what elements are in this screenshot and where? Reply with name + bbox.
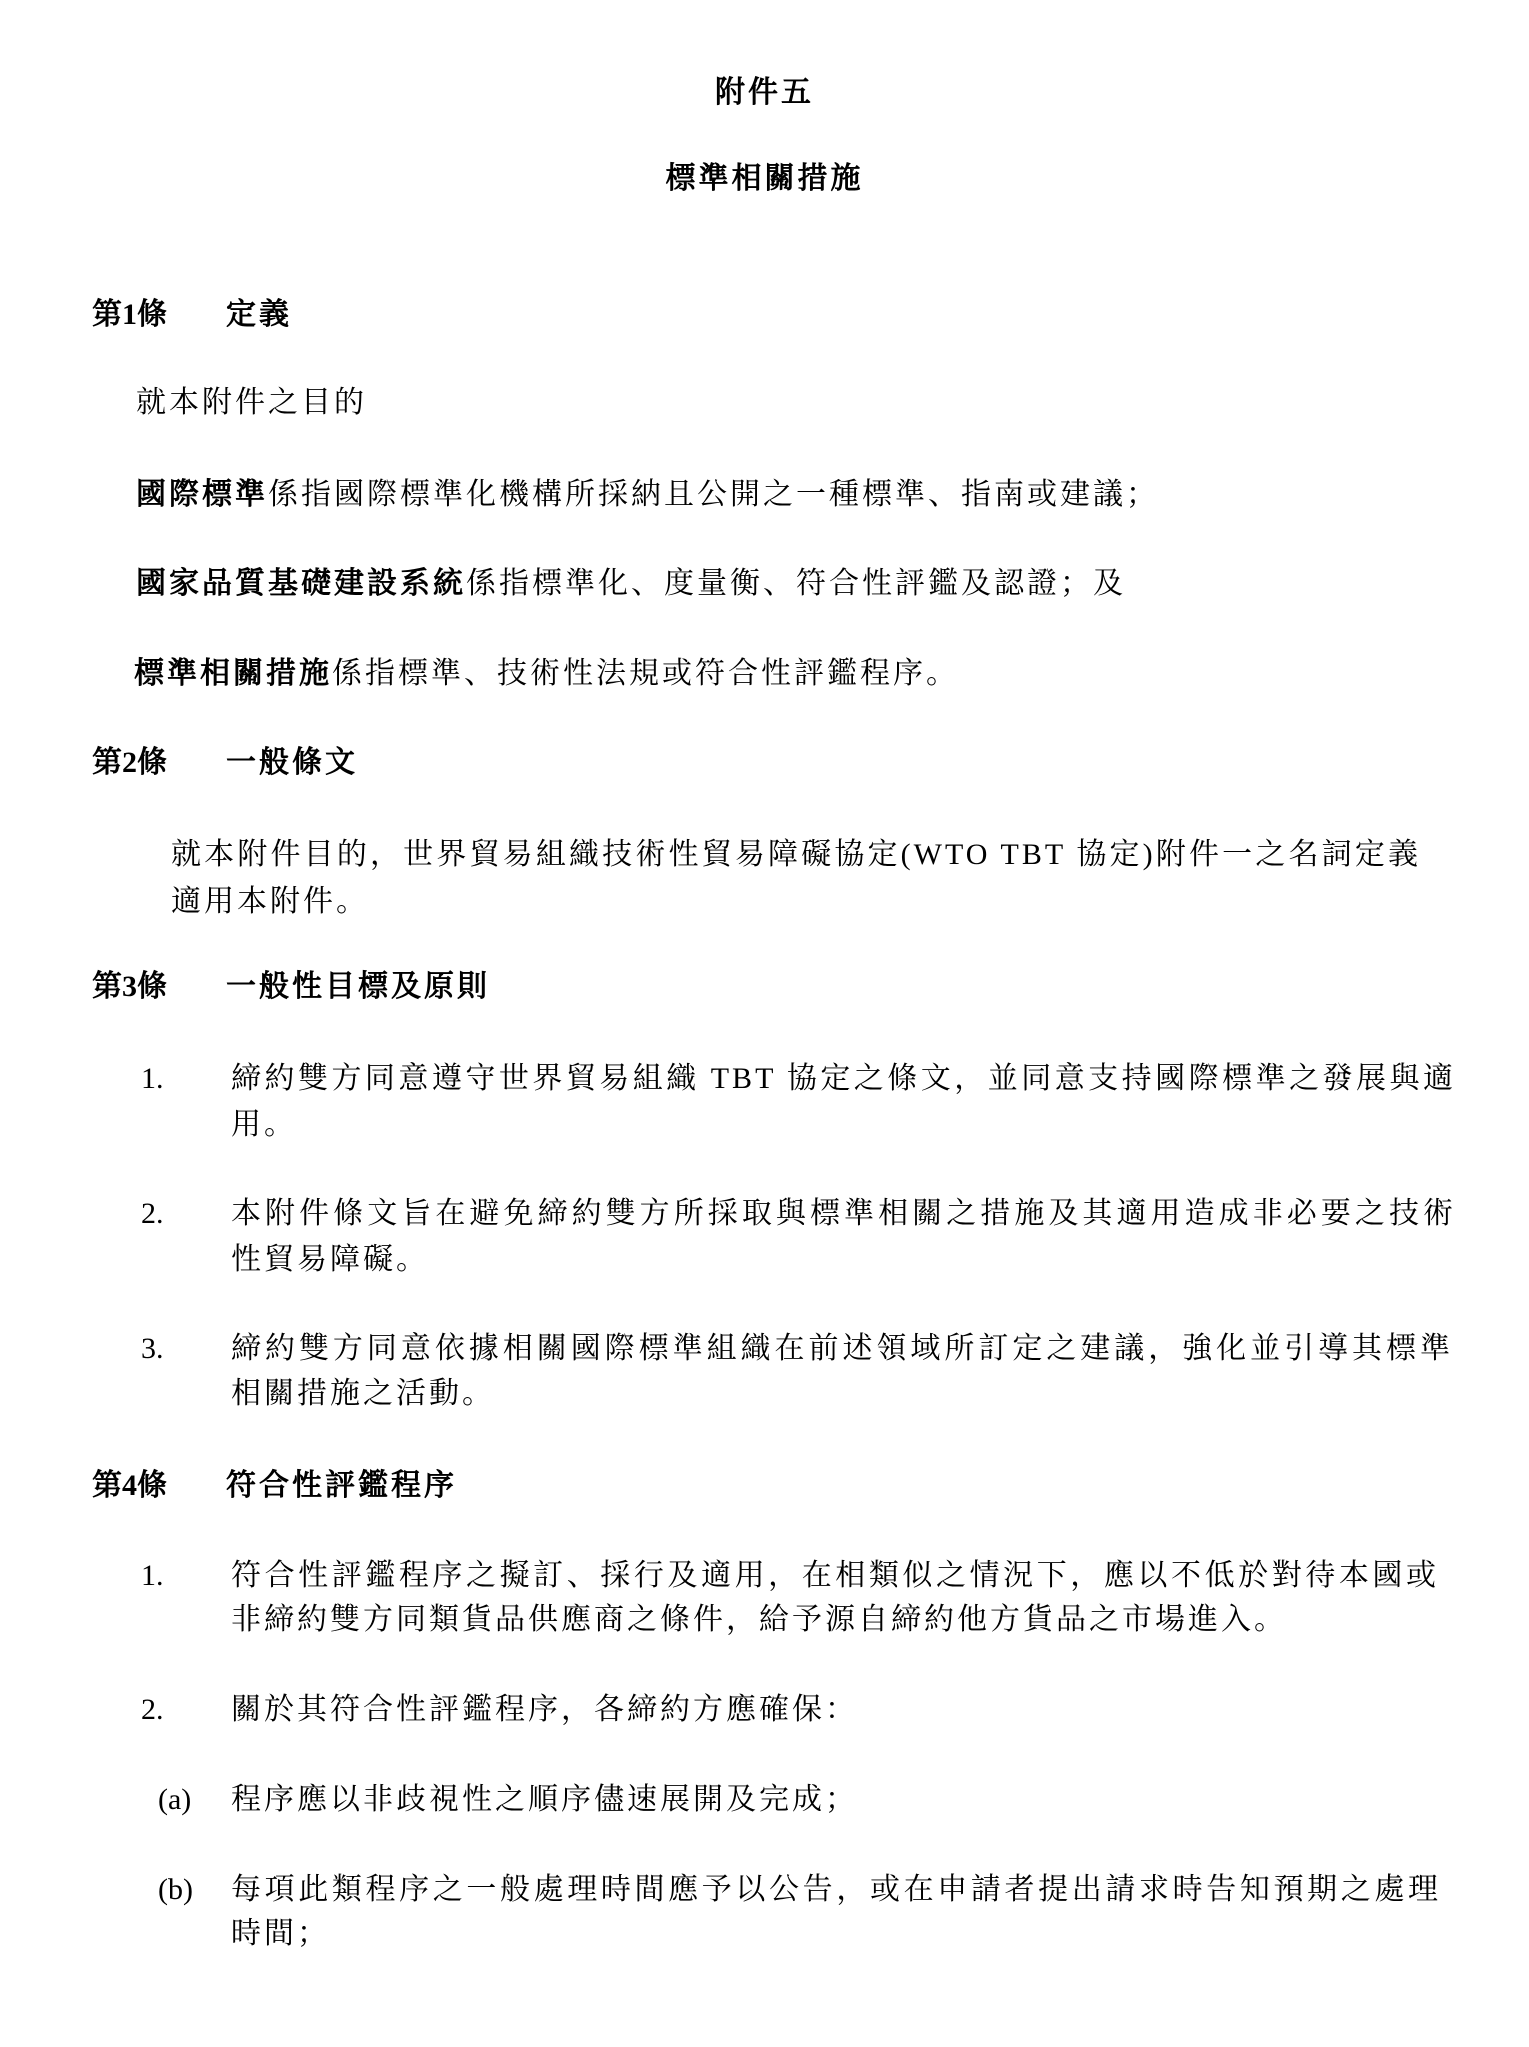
article-4-title: 符合性評鑑程序: [226, 1469, 457, 1502]
article-3-item-1-line-1: [231, 1064, 1456, 1094]
article-3-item-1-line-2: 用。: [231, 1108, 297, 1141]
definition-standards-measures: [134, 659, 959, 689]
line-text: 締約雙方同意依據相關國際標準組織在前述領域所訂定之建議，強化並引導其標準: [231, 1332, 1453, 1365]
article-4-subitem-b-line-2: 時間；: [231, 1917, 330, 1950]
page-title: 標準相關措施: [665, 162, 864, 195]
definition-text: 係指標準化、度量衡、符合性評鑑及認證；及: [466, 567, 1126, 600]
subitem-label: (b): [158, 1873, 193, 1906]
article-3-item-2-line-1: [231, 1199, 1456, 1229]
definition-term: 國家品質基礎建設系統: [136, 567, 466, 600]
definition-text: 係指標準、技術性法規或符合性評鑑程序。: [332, 657, 959, 690]
article-3-item-3-line-1: [231, 1334, 1453, 1364]
article-3-number: 第3條: [92, 970, 167, 1003]
article-4-number: 第4條: [92, 1469, 167, 1502]
article-1-title: 定義: [226, 298, 292, 331]
article-2-number: 第2條: [92, 746, 167, 779]
definition-international-standard: [136, 480, 1159, 510]
item-number: 3.: [141, 1332, 164, 1365]
line-text: 本附件條文旨在避免締約雙方所採取與標準相關之措施及其適用造成非必要之技術: [231, 1197, 1456, 1230]
article-1-intro: 就本附件之目的: [136, 386, 367, 419]
subitem-label: (a): [158, 1783, 192, 1816]
item-number: 2.: [141, 1197, 164, 1230]
line-text: 每項此類程序之一般處理時間應予以公告，或在申請者提出請求時告知預期之處理: [231, 1873, 1441, 1906]
definition-text: 係指國際標準化機構所採納且公開之一種標準、指南或建議；: [268, 478, 1159, 511]
article-2-title: 一般條文: [226, 746, 358, 779]
article-3-item-2-line-2: 性貿易障礙。: [231, 1243, 429, 1276]
definition-term: 標準相關措施: [134, 657, 332, 690]
line-text: 符合性評鑑程序之擬訂、採行及適用，在相類似之情況下，應以不低於對待本國或: [231, 1559, 1439, 1592]
article-2-line-2: 適用本附件。: [171, 885, 369, 918]
article-4-item-1-line-2: 非締約雙方同類貨品供應商之條件，給予源自締約他方貨品之市場進入。: [231, 1603, 1287, 1636]
article-2-line-1: [171, 840, 1421, 870]
article-1-number: 第1條: [92, 298, 167, 331]
article-3-title: 一般性目標及原則: [226, 970, 490, 1003]
item-number: 2.: [141, 1693, 164, 1726]
item-number: 1.: [141, 1559, 164, 1592]
line-text: 就本附件目的，世界貿易組織技術性貿易障礙協定(WTO TBT 協定)附件一之名詞定義: [171, 838, 1421, 871]
definition-term: 國際標準: [136, 478, 268, 511]
article-4-subitem-b-line-1: [231, 1875, 1441, 1905]
article-4-item-1-line-1: [231, 1561, 1439, 1591]
definition-quality-infrastructure: [136, 569, 1126, 599]
annex-label: 附件五: [715, 76, 814, 109]
item-number: 1.: [141, 1062, 164, 1095]
article-4-subitem-a-line-1: 程序應以非歧視性之順序儘速展開及完成；: [231, 1783, 858, 1816]
article-4-item-2-line-1: 關於其符合性評鑑程序，各締約方應確保：: [231, 1693, 858, 1726]
article-3-item-3-line-2: 相關措施之活動。: [231, 1377, 495, 1410]
line-text: 締約雙方同意遵守世界貿易組織 TBT 協定之條文，並同意支持國際標準之發展與適: [231, 1062, 1456, 1095]
